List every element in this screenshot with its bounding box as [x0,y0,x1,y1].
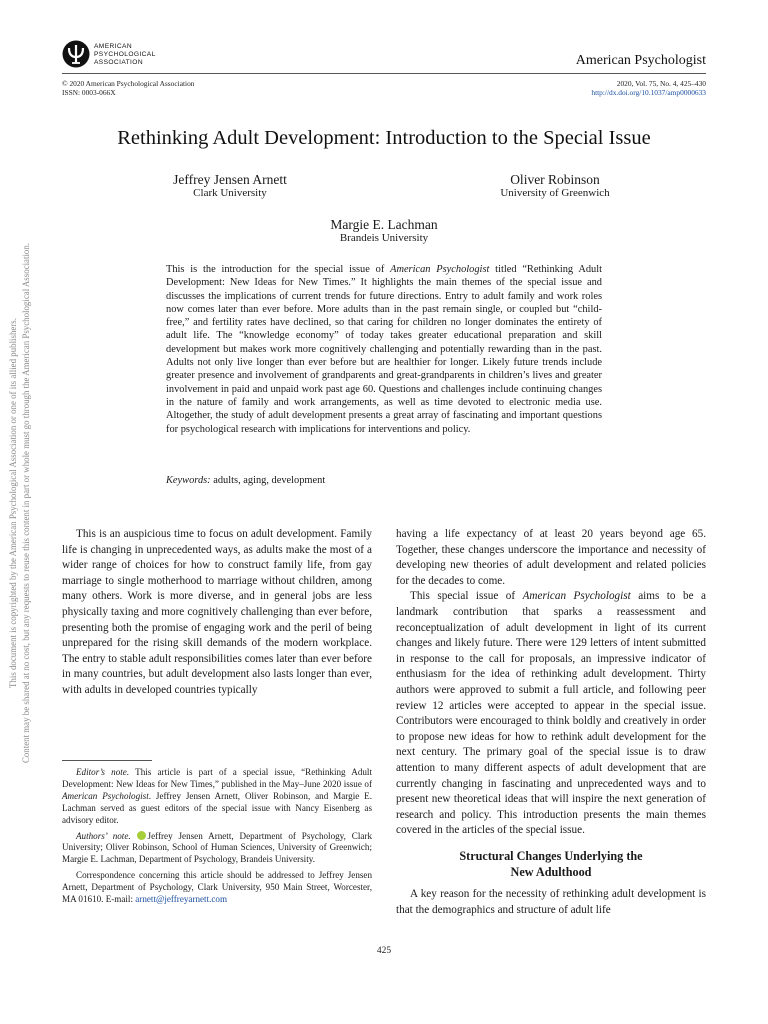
section-heading [396,848,706,881]
author-name: Margie E. Lachman [330,217,438,232]
editor-note-text: . Jeffrey Jensen Arnett, Oliver Robinson, and Margie E. Lachman served as guest editors of the special issue with Nancy Eisenberg as advisory editor. [62,790,372,825]
body-column-left [62,527,372,699]
copyright-line-2: Content may be shared at no cost, but any requests to reuse this content in part or whole must go through the American Psychological Association. [21,242,31,764]
keywords [166,475,325,486]
author-affiliation: Clark University [193,187,267,199]
paragraph-text: aims to be a landmark contribution that sparks a reassessment and reconceptualization of adult development in light of its current changes and likely future. There were 129 letters of intent submitted in response to the call for proposals, an impressive indicator of enthusiasm for the idea of rethinking adult development. Thirty authors were approved to submit a full article, and following peer review 12 articles were accepted to appear in the special issue. Contributors were encouraged to think boldly and creatively in order to propose new ideas for how to rethink adult development for the next century. The primary goal of the special issue is to draw attention to many different aspects of adult development that are currently changing in fascinating and unprecedented ways and to present new theoretical ideas that will inspire the next generation of research and policy. This introduction presents the main themes covered in the articles of the special issue. [396,590,706,837]
correspondence-note [62,870,372,906]
doi-link[interactable]: http://dx.doi.org/10.1037/amp0000633 [591,87,706,97]
body-paragraph: having a life expectancy of at least 20 years beyond age 65. Together, these changes underscore the importance and necessity of developing new theories of adult development and related policies for the decades to come. [396,528,706,587]
copyright-text: © 2020 American Psychological Association [62,79,195,88]
abstract [166,263,602,436]
paragraph-text: This special issue of [410,590,523,603]
editor-note [62,767,372,827]
abstract-journal-name: American Psychologist [390,264,490,275]
copyright-line-1: This document is copyrighted by the American Psychological Association or one of its allied publishers. [8,318,18,688]
issn-text: ISSN: 0003-066X [62,87,116,97]
apa-logo [62,40,222,72]
author-name: Oliver Robinson [510,172,600,187]
keywords-label: Keywords: [166,475,211,486]
body-column-right [396,527,706,918]
keywords-list: adults, aging, development [213,475,326,486]
journal-name: American Psychologist [575,53,706,68]
logo-wordmark [94,43,156,67]
authors-note [62,831,372,867]
footnote-rule [62,760,152,761]
header-meta-right [591,80,706,97]
logo-line: PSYCHOLOGICAL [94,51,156,58]
author-block [300,217,468,244]
abstract-text: This is the introduction for the special issue of [166,264,391,275]
header-rule [62,73,706,74]
author-block [470,172,640,199]
body-paragraph [396,589,706,839]
psi-logo-icon [62,40,90,68]
logo-line: ASSOCIATION [94,59,143,66]
abstract-text: titled “Rethinking Adult Development: New Ideas for New Times.” It highlights the main themes of the special issue and discusses the implications of current trends for future directions. Entry to adult family and work roles now comes later than ever before. More adults than in the past remain single, or coupled but “child-free,” and fertility rates have declined, so that caring for children no longer dominates the entirety of adult life. The “knowledge economy” of today takes greater educational preparation and skill development but makes work more cognitively challenging and potentially rewarding than in the past. Adults not only live longer than ever before but are healthier for longer. Likely future trends include greater presence and involvement of grandparents and great-grandparents in children’s lives and greater involvement in paid and unpaid work past age 60. Questions and challenges include continuing changes in the nature of family and work arrangements, as well as time devoted to electronic media use. Altogether, the study of adult development presents a great array of fascinating and important questions for psychological research with implications for interventions and policy. [166,264,602,435]
email-link[interactable]: arnett@jeffreyarnett.com [135,894,228,905]
editor-note-text: This article is part of a special issue, “Rethinking Adult Development: New Ideas for New Times,” published in the May–June 2020 issue of [62,767,372,789]
paragraph-journal-name: American Psychologist [522,590,631,603]
citation-text: 2020, Vol. 75, No. 4, 425–430 [616,79,706,88]
body-paragraph: This is an auspicious time to focus on adult development. Family life is changing in unprecedented ways, as adults make the most of a wider range of choices for how to construct family life, from gay marriage to single motherhood to marriage without children, among many others. Work is more diverse, and in general jobs are less physically taxing and more cognitively challenging than ever before, presenting both the promise of engaging work and the peril of being unprepared for the rising skill demands of the modern workplace. The entry to stable adult responsibilities comes later than ever before in many countries, but adult development also lasts longer than ever, with adults in developed countries typically [62,528,372,696]
section-heading-line: Structural Changes Underlying the [459,848,643,863]
orcid-icon[interactable] [137,831,146,840]
authors-note-label: Authors’ note. [76,830,131,841]
author-block [140,172,320,199]
author-affiliation: University of Greenwich [500,187,610,199]
header-meta-left [62,80,194,97]
logo-line: AMERICAN [94,43,133,50]
page-number: 425 [376,946,392,956]
article-title: Rethinking Adult Development: Introduction to the Special Issue [117,127,651,149]
section-heading-line: New Adulthood [510,865,592,880]
footnotes [62,767,372,910]
body-paragraph: A key reason for the necessity of rethinking adult development is that the demographics and structure of adult life [396,888,706,916]
correspondence-text: Correspondence concerning this article should be addressed to Jeffrey Jensen Arnett, Department of Psychology, Clark University, 950 Main Street, Worcester, MA 01610. E-mail: [62,870,372,905]
authors-note-text: Jeffrey Jensen Arnett, Department of Psychology, Clark University; Oliver Robinson, School of Human Sciences, University of Greenwich; Margie E. Lachman, Department of Psychology, Brandeis University. [62,830,372,865]
author-affiliation: Brandeis University [339,232,429,244]
copyright-notice [7,143,33,863]
editor-note-journal: American Psychologist [62,790,149,801]
author-name: Jeffrey Jensen Arnett [173,172,287,187]
editor-note-label: Editor’s note. [76,767,130,777]
copyright-sidebar [0,0,46,1024]
